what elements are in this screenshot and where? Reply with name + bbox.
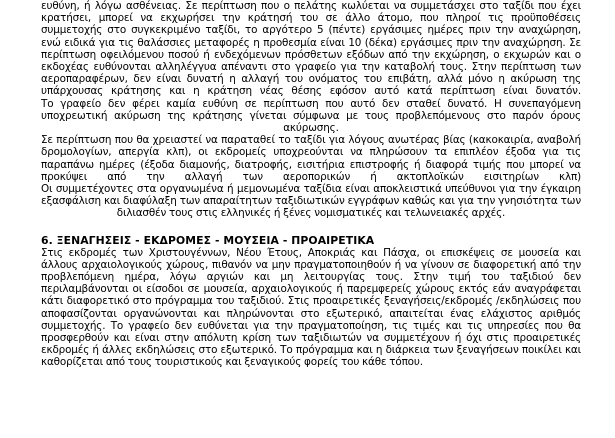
text-line: εκδοχέας ευθύνονται αλληλέγγυα απέναντι στο γραφείο για την καταβολή τους. Στην περίπτωση των — [41, 61, 581, 74]
text-line: Σε περίπτωση που θα χρειαστεί να παραταθεί το ταξίδι για λόγους ανωτέρας βίας (κακοκαιρία, αναβολή — [41, 134, 581, 147]
text-line: υπάρχουσας κράτησης και η κράτηση νέας θέσης εφόσον αυτό κατά περίπτωση είναι δυνατόν. — [41, 85, 581, 98]
text-line: αποφασίζονται οργανώνονται και πληρώνονται στο εξωτερικό, απαιτείται ένας ελάχιστος αριθμός — [41, 307, 581, 320]
text-line: προβλεπόμενη ημέρα, λόγω αργιών και μη λειτουργίας τους. Στην τιμή του ταξιδιού δεν — [41, 271, 581, 284]
text-line: παραπάνω ημέρες (έξοδα διαμονής, διατροφής, εισιτήρια επιστροφής ή διαφορά τιμής που μπορεί να — [41, 158, 581, 171]
text-line: δρομολογίων, απεργία κλπ), οι εκδρομείς υποχρεούνται να πληρώσουν τα επιπλέον έξοδα για τις — [41, 146, 581, 159]
text-line: ακύρωσης. — [283, 122, 339, 135]
text-line: εκδρομές ή άλλες εκδηλώσεις στο εξωτερικό. Το πρόγραμμα και η διάρκεια των ξεναγήσεων ποικίλει και — [41, 344, 581, 357]
text-line: αεροπαραφέρων, δεν είναι δυνατή η αλλαγή του ονόματος του επιβάτη, αλλά μόνο η ακύρωση της — [41, 73, 581, 86]
text-line: Στις εκδρομές των Χριστουγέννων, Νέου Έτους, Αποκριάς και Πάσχα, οι επισκέψεις σε μουσεία και — [41, 246, 581, 259]
document-page — [41, 0, 581, 369]
text-line: διλιασθέν τους στις ελληνικές ή ξένες νομισματικές και τελωνειακές αρχές. — [116, 207, 506, 220]
text-line: ενώ ειδικά για τις θαλάσσιες μεταφορές η προθεσμία είναι 10 (δέκα) εργάσιμες πριν την αναχώρηση. Σε — [41, 36, 581, 49]
text-line: Οι συμμετέχοντες στα οργανωμένα ή μεμονωμένα ταξίδια είναι αποκλειστικά υπεύθυνοι για την έγκαιρη — [41, 183, 581, 196]
text-line: καθορίζεται από τους τουριστικούς και ξεναγικούς φορείς του κάθε τόπου. — [41, 356, 423, 369]
section-6-body — [41, 247, 581, 369]
text-line: προσφερθούν και είναι στην απόλυτη κρίση των ταξιδιωτών να συμμετέχουν ή όχι στις προαιρετικές — [41, 332, 581, 345]
text-line: ευθύνη, ή λόγω ασθένειας. Σε περίπτωση που ο πελάτης κωλύεται να συμμετάσχει στο ταξίδι που έχει — [41, 0, 581, 12]
text-line: Το γραφείο δεν φέρει καμία ευθύνη σε περίπτωση που αυτό δεν σταθεί δυνατό. Η συνεπαγόμενη — [41, 97, 581, 110]
text-line: εξασφάλιση και διαφύλαξη των απαραίτητων ταξιδιωτικών εγγράφων καθώς και για την γνησιότητα των — [41, 195, 581, 208]
text-line: περιλαμβάνονται οι είσοδοι σε μουσεία, αρχαιολογικούς ή παρεμφερείς χώρους εκτός εάν αναγράφεται — [41, 283, 581, 296]
text-line: άλλους αρχαιολογικούς χώρους, πιθανόν να μην πραγματοποιηθούν ή να γίνουν σε διαφορετική από την — [41, 258, 581, 271]
section-5-body — [41, 0, 581, 220]
section-6-heading: 6. ΞΕΝΑΓΗΣΕΙΣ - ΕΚΔΡΟΜΕΣ - ΜΟΥΣΕΙΑ - ΠΡΟΑΙΡΕΤΙΚΑ — [41, 233, 375, 247]
text-line: προκύψει από την αλλαγή των αεροπορικών ή ακτοπλοϊκών εισιτηρίων κλπ) — [41, 170, 581, 183]
text-line: υποχρεωτική ακύρωση της κράτησης γίνεται σύμφωνα με τους προβλεπόμενους στο παρόν όρους — [41, 109, 581, 122]
text-line: περίπτωση οφειλόμενου ποσού ή ενδεχόμενων πρόσθετων εξόδων από την εκχώρηση, ο εκχωρών και ο — [41, 48, 581, 61]
text-line: συμμετοχής στο συγκεκριμένο ταξίδι, το αργότερο 5 (πέντε) εργάσιμες ημέρες πριν την αναχώρηση, — [41, 24, 581, 37]
text-line: κάτι διαφορετικό στο πρόγραμμα του ταξιδιού. Στις προαιρετικές ξεναγήσεις/εκδρομές /εκδηλώσεις που — [41, 295, 581, 308]
text-line: κρατήσει, μπορεί να εκχωρήσει την κράτησή του σε άλλο άτομο, που πληροί τις προϋποθέσεις — [41, 12, 581, 25]
text-line: συμμετοχής. Το γραφείο δεν ευθύνεται για την πραγματοποίηση, τις τιμές και τις υπηρεσίες που θα — [41, 319, 581, 332]
